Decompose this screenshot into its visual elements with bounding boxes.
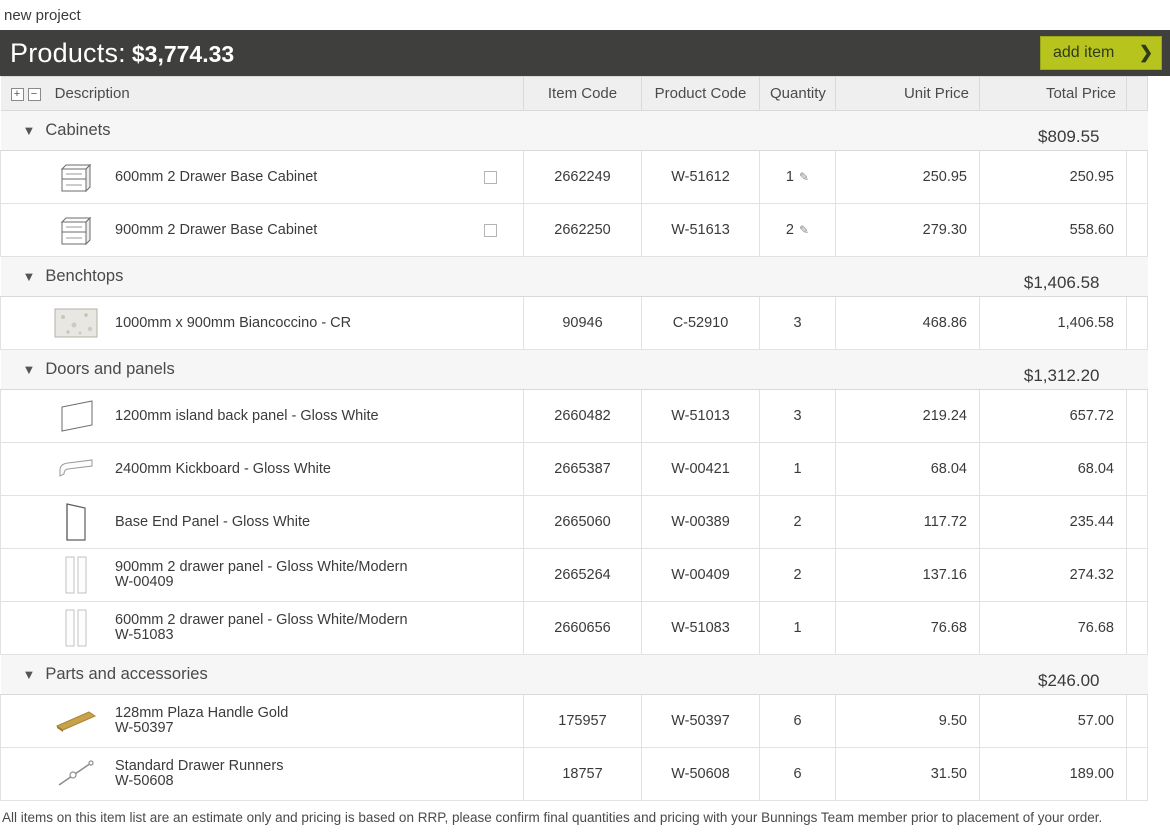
cell-product-code: W-51612 bbox=[642, 151, 760, 204]
edit-pencil-icon[interactable]: ✎ bbox=[799, 223, 810, 237]
cell-description bbox=[1, 602, 524, 655]
products-header-bar bbox=[0, 30, 1170, 76]
quantity-value: 6 bbox=[793, 713, 802, 729]
chevron-down-icon[interactable]: ▼ bbox=[22, 362, 36, 377]
group-row[interactable] bbox=[1, 350, 1148, 390]
cell-spacer bbox=[1127, 390, 1148, 443]
quantity-value: 3 bbox=[793, 408, 802, 424]
products-total-group bbox=[10, 38, 234, 69]
edit-pencil-icon[interactable]: ✎ bbox=[799, 170, 810, 184]
group-row-cell bbox=[1, 257, 1148, 297]
row-checkbox[interactable] bbox=[484, 171, 497, 184]
cell-spacer bbox=[1127, 695, 1148, 748]
cell-total-price: 235.44 bbox=[980, 496, 1127, 549]
disclaimer-note: All items on this item list are an estimate only and pricing is based on RRP, please confirm final quantities and pricing with your Bunnings Team member prior to placement of your order. bbox=[2, 810, 1103, 825]
group-total: $1,312.20 bbox=[1023, 365, 1100, 385]
column-header-total-price: Total Price bbox=[980, 77, 1127, 111]
column-header-description bbox=[1, 77, 524, 111]
table-row[interactable] bbox=[1, 496, 1148, 549]
base-cabinet-icon bbox=[45, 208, 107, 252]
item-description: 600mm 2 Drawer Base Cabinet bbox=[115, 168, 318, 185]
cell-product-code: W-50397 bbox=[642, 695, 760, 748]
cell-total-price: 57.00 bbox=[980, 695, 1127, 748]
cell-total-price: 558.60 bbox=[980, 204, 1127, 257]
cell-spacer bbox=[1127, 602, 1148, 655]
project-title: new project bbox=[4, 7, 81, 24]
cell-unit-price: 9.50 bbox=[836, 695, 980, 748]
panel-icon bbox=[45, 394, 107, 438]
cell-description bbox=[1, 496, 524, 549]
item-description: Base End Panel - Gloss White bbox=[115, 513, 311, 530]
cell-description bbox=[1, 151, 524, 204]
cell-total-price: 68.04 bbox=[980, 443, 1127, 496]
cell-description bbox=[1, 549, 524, 602]
drawer-panel-icon bbox=[45, 606, 107, 650]
cell-quantity bbox=[760, 390, 836, 443]
end-panel-icon bbox=[45, 500, 107, 544]
cell-unit-price: 219.24 bbox=[836, 390, 980, 443]
cell-description bbox=[1, 695, 524, 748]
group-name-label: Parts and accessories bbox=[45, 665, 208, 683]
item-description-sub: W-50608 bbox=[115, 773, 174, 789]
group-total: $246.00 bbox=[1038, 670, 1100, 690]
group-name[interactable] bbox=[23, 121, 111, 140]
cell-description bbox=[1, 297, 524, 350]
table-row[interactable] bbox=[1, 695, 1148, 748]
group-name[interactable] bbox=[23, 267, 124, 286]
cell-spacer bbox=[1127, 204, 1148, 257]
item-description: 128mm Plaza Handle Gold W-50397 bbox=[107, 706, 515, 736]
group-name-label: Doors and panels bbox=[45, 360, 175, 378]
cell-product-code: W-00409 bbox=[642, 549, 760, 602]
group-total: $809.55 bbox=[1038, 126, 1100, 146]
table-header bbox=[1, 77, 1148, 111]
cell-unit-price: 76.68 bbox=[836, 602, 980, 655]
quantity-value: 1 bbox=[793, 620, 802, 636]
table-row[interactable] bbox=[1, 204, 1148, 257]
column-header-quantity: Quantity bbox=[760, 77, 836, 111]
column-header-item-code: Item Code bbox=[524, 77, 642, 111]
cell-total-price: 657.72 bbox=[980, 390, 1127, 443]
cell-unit-price: 117.72 bbox=[836, 496, 980, 549]
kickboard-icon bbox=[45, 447, 107, 491]
cell-item-code: 2665264 bbox=[524, 549, 642, 602]
item-description: 1200mm island back panel - Gloss White bbox=[115, 407, 379, 424]
cell-total-price: 1,406.58 bbox=[980, 297, 1127, 350]
cell-item-code: 2660482 bbox=[524, 390, 642, 443]
cell-item-code: 2665060 bbox=[524, 496, 642, 549]
cell-unit-price: 250.95 bbox=[836, 151, 980, 204]
cell-spacer bbox=[1127, 748, 1148, 801]
item-description-sub: W-51083 bbox=[115, 627, 174, 643]
table-row[interactable] bbox=[1, 151, 1148, 204]
cell-quantity bbox=[760, 151, 836, 204]
base-cabinet-icon bbox=[45, 155, 107, 199]
cell-spacer bbox=[1127, 443, 1148, 496]
cell-product-code: W-51083 bbox=[642, 602, 760, 655]
cell-quantity bbox=[760, 748, 836, 801]
group-row-cell bbox=[1, 111, 1148, 151]
cell-unit-price: 279.30 bbox=[836, 204, 980, 257]
item-description: 900mm 2 drawer panel - Gloss White/Modern W-00409 bbox=[107, 560, 515, 590]
cell-item-code: 90946 bbox=[524, 297, 642, 350]
quantity-value: 1 bbox=[793, 461, 802, 477]
cell-description bbox=[1, 204, 524, 257]
item-description: 900mm 2 Drawer Base Cabinet bbox=[115, 221, 318, 238]
quantity-value: 1 bbox=[785, 169, 794, 185]
cell-product-code: W-00421 bbox=[642, 443, 760, 496]
quantity-value: 2 bbox=[793, 567, 802, 583]
group-row[interactable] bbox=[1, 257, 1148, 297]
cell-description bbox=[1, 390, 524, 443]
cell-quantity bbox=[760, 297, 836, 350]
group-name[interactable] bbox=[23, 360, 175, 379]
plus-box-icon[interactable]: + bbox=[11, 88, 24, 101]
quantity-value: 3 bbox=[793, 315, 802, 331]
group-row-cell bbox=[1, 655, 1148, 695]
item-description-sub: W-00409 bbox=[115, 574, 174, 590]
group-name-label: Cabinets bbox=[45, 121, 111, 139]
cell-total-price: 274.32 bbox=[980, 549, 1127, 602]
cell-product-code: C-52910 bbox=[642, 297, 760, 350]
cell-quantity bbox=[760, 549, 836, 602]
quantity-value: 2 bbox=[785, 222, 794, 238]
cell-quantity bbox=[760, 602, 836, 655]
expand-collapse-controls[interactable] bbox=[11, 88, 41, 101]
cell-spacer bbox=[1127, 549, 1148, 602]
drawer-runner-icon bbox=[45, 752, 107, 796]
cell-quantity bbox=[760, 695, 836, 748]
add-item-label: add item bbox=[1053, 44, 1115, 61]
table-row[interactable] bbox=[1, 390, 1148, 443]
cell-total-price: 76.68 bbox=[980, 602, 1127, 655]
cell-total-price: 189.00 bbox=[980, 748, 1127, 801]
group-row[interactable] bbox=[1, 655, 1148, 695]
cell-item-code: 2662249 bbox=[524, 151, 642, 204]
group-row-cell bbox=[1, 350, 1148, 390]
cell-unit-price: 68.04 bbox=[836, 443, 980, 496]
cell-description bbox=[1, 748, 524, 801]
cell-quantity bbox=[760, 204, 836, 257]
row-checkbox[interactable] bbox=[484, 224, 497, 237]
group-name-label: Benchtops bbox=[45, 267, 124, 285]
group-total: $1,406.58 bbox=[1023, 272, 1100, 292]
cell-item-code: 2660656 bbox=[524, 602, 642, 655]
cell-unit-price: 137.16 bbox=[836, 549, 980, 602]
item-description: Standard Drawer Runners W-50608 bbox=[107, 759, 515, 789]
cell-item-code: 18757 bbox=[524, 748, 642, 801]
cell-product-code: W-00389 bbox=[642, 496, 760, 549]
cell-description bbox=[1, 443, 524, 496]
column-header-description-label: Description bbox=[54, 85, 130, 102]
cell-product-code: W-51013 bbox=[642, 390, 760, 443]
column-header-product-code: Product Code bbox=[642, 77, 760, 111]
add-item-button[interactable] bbox=[1040, 36, 1162, 70]
column-header-unit-price: Unit Price bbox=[836, 77, 980, 111]
quantity-value: 2 bbox=[793, 514, 802, 530]
drawer-panel-icon bbox=[45, 553, 107, 597]
cell-total-price: 250.95 bbox=[980, 151, 1127, 204]
column-header-spacer bbox=[1127, 77, 1148, 111]
cell-item-code: 175957 bbox=[524, 695, 642, 748]
cell-item-code: 2665387 bbox=[524, 443, 642, 496]
cell-item-code: 2662250 bbox=[524, 204, 642, 257]
benchtop-icon bbox=[45, 301, 107, 345]
item-description: 1000mm x 900mm Biancoccino - CR bbox=[115, 314, 352, 331]
chevron-down-icon[interactable]: ▼ bbox=[22, 667, 36, 682]
group-name[interactable] bbox=[23, 665, 208, 684]
products-table bbox=[0, 76, 1148, 801]
item-description: 2400mm Kickboard - Gloss White bbox=[115, 460, 331, 477]
quantity-value: 6 bbox=[793, 766, 802, 782]
table-row[interactable] bbox=[1, 602, 1148, 655]
cell-product-code: W-50608 bbox=[642, 748, 760, 801]
cell-product-code: W-51613 bbox=[642, 204, 760, 257]
item-description: 600mm 2 drawer panel - Gloss White/Modern W-51083 bbox=[107, 613, 515, 643]
cell-unit-price: 31.50 bbox=[836, 748, 980, 801]
chevron-down-icon[interactable]: ▼ bbox=[22, 269, 36, 284]
products-label: Products: bbox=[10, 37, 126, 68]
table-body bbox=[1, 111, 1148, 801]
group-row[interactable] bbox=[1, 111, 1148, 151]
cell-quantity bbox=[760, 443, 836, 496]
table-row[interactable] bbox=[1, 748, 1148, 801]
cell-unit-price: 468.86 bbox=[836, 297, 980, 350]
chevron-down-icon[interactable]: ▼ bbox=[22, 123, 36, 138]
handle-icon bbox=[45, 699, 107, 743]
item-description-sub: W-50397 bbox=[115, 720, 174, 736]
table-row[interactable] bbox=[1, 443, 1148, 496]
cell-spacer bbox=[1127, 151, 1148, 204]
table-row[interactable] bbox=[1, 297, 1148, 350]
minus-box-icon[interactable]: − bbox=[28, 88, 41, 101]
cell-spacer bbox=[1127, 496, 1148, 549]
cell-spacer bbox=[1127, 297, 1148, 350]
products-total: $3,774.33 bbox=[131, 40, 235, 67]
table-row[interactable] bbox=[1, 549, 1148, 602]
chevron-right-icon: ❯ bbox=[1138, 43, 1154, 62]
cell-quantity bbox=[760, 496, 836, 549]
